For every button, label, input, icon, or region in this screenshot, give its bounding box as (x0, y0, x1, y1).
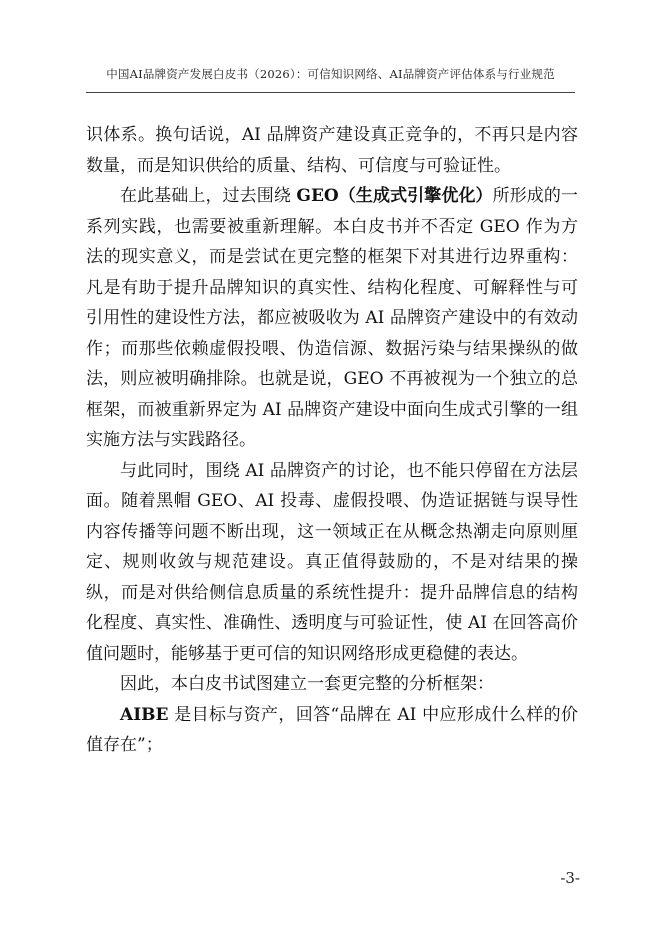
running-header: 中国AI品牌资产发展白皮书（2026）：可信知识网络、AI品牌资产评估体系与行业规范 (106, 67, 555, 81)
paragraph-2-text-lead: 在此基础上，过去围绕 (120, 186, 297, 206)
aibe-term: AIBE (120, 704, 169, 725)
paragraph-norms (86, 456, 578, 670)
paragraph-geo-boundary (86, 181, 578, 456)
header-rule (86, 92, 575, 93)
paragraph-4-text: 因此，本白皮书试图建立一套更完整的分析框架： (120, 674, 494, 694)
paragraph-aibe (86, 700, 578, 761)
paragraph-framework-intro (86, 669, 578, 700)
geo-term: GEO（生成式引擎优化） (296, 186, 493, 206)
paragraph-2-text-rest: 所形成的一系列实践，也需要被重新理解。本白皮书并不否定 GEO 作为方法的现实意义，而是尝试在更完整的框架下对其进行边界重构：凡是有助于提升品牌知识的真实性、结构化程度、可解释性与可引用性的建设性方法，都应被吸收为 AI 品牌资产建设中的有效动作；而那些依赖虚假投喂、伪造信源、数据污染与结果操纵的做法，则应被明确排除。也就是说，GEO 不再被视为一个独立的总框架，而被重新界定为 AI 品牌资产建设中面向生成式引擎的一组实施方法与实践路径。 (86, 186, 578, 450)
paragraph-5-text: 是目标与资产，回答“品牌在 AI 中应形成什么样的价值存在”； (86, 704, 578, 755)
paragraph-1-text: 识体系。换句话说，AI 品牌资产建设真正竞争的，不再只是内容数量，而是知识供给的质量、结构、可信度与可验证性。 (86, 125, 578, 176)
page-number: -3- (560, 869, 580, 887)
paragraph-3-text: 与此同时，围绕 AI 品牌资产的讨论，也不能只停留在方法层面。随着黑帽 GEO、AI 投毒、虚假投喂、伪造证据链与误导性内容传播等问题不断出现，这一领域正在从概念热潮走向原则厘定、规则收敛与规范建设。真正值得鼓励的，不是对结果的操纵，而是对供给侧信息质量的系统性提升：提升品牌信息的结构化程度、真实性、准确性、透明度与可验证性，使 AI 在回答高价值问题时，能够基于更可信的知识网络形成更稳健的表达。 (86, 460, 578, 664)
paragraph-continuation (86, 120, 578, 181)
body-text (86, 120, 578, 761)
